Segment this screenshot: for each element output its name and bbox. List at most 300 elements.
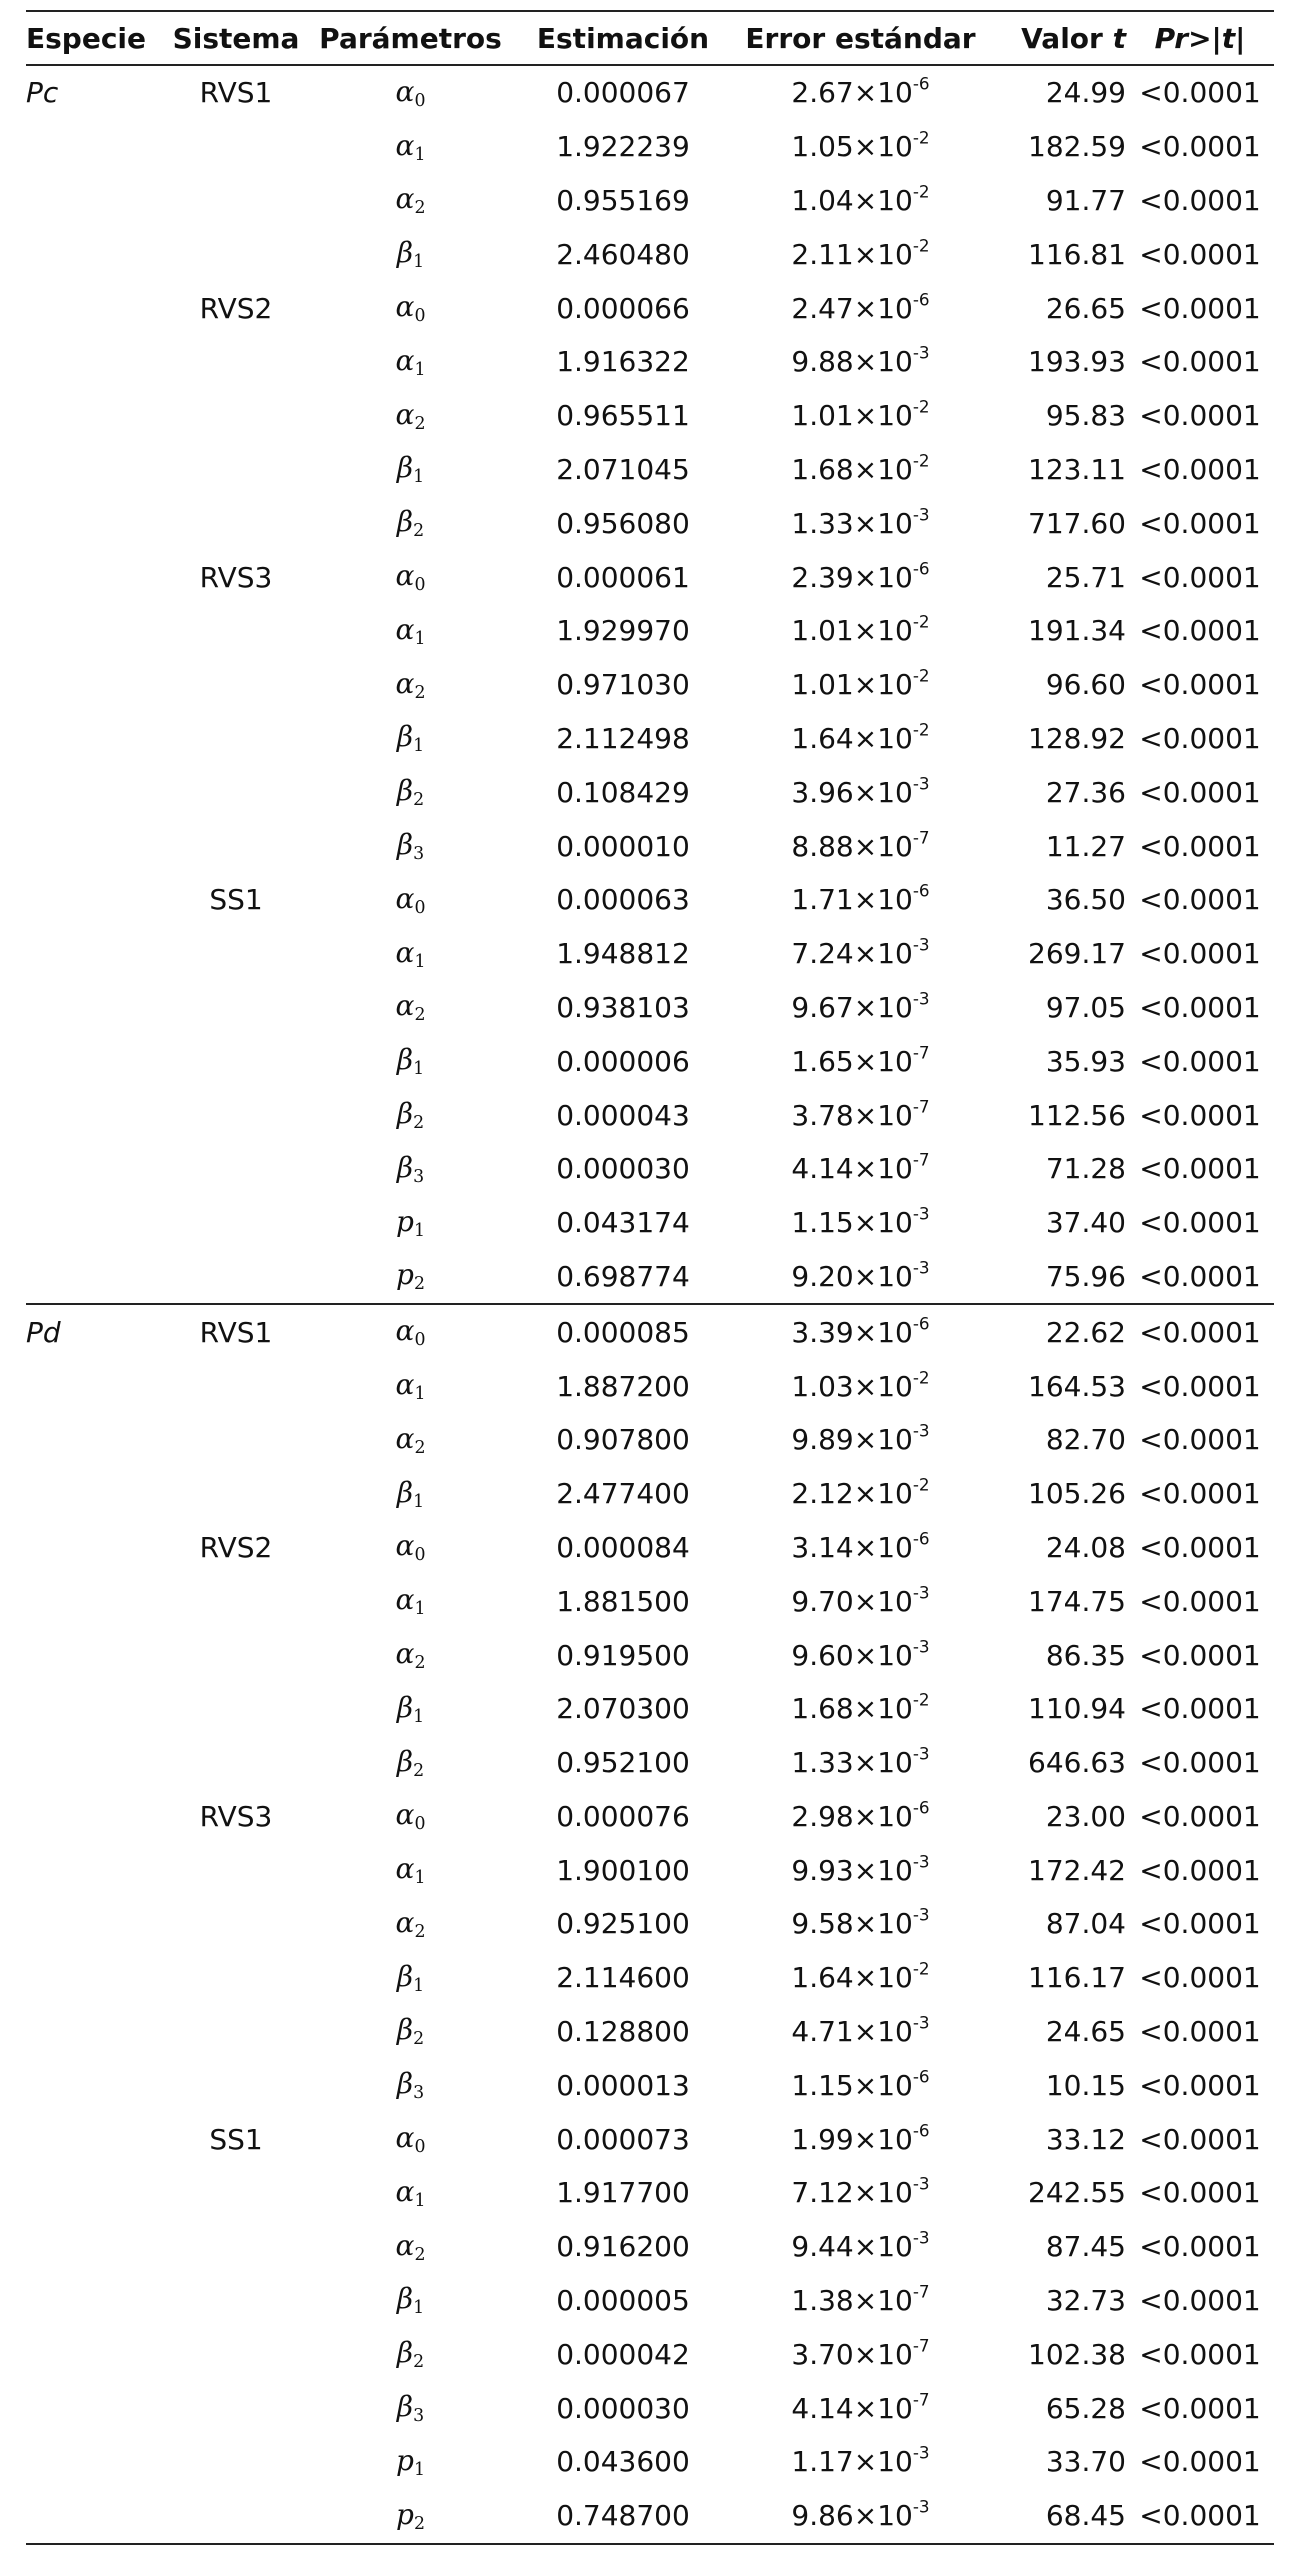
cell-especie [26, 2112, 164, 2166]
param-symbol: β [396, 2390, 414, 2424]
table-body [26, 65, 1274, 2544]
cell-valor-t: 116.17 [1028, 1961, 1126, 1995]
cell-error-estandar [733, 927, 988, 981]
cell-valor-t: 164.53 [1028, 1369, 1126, 1403]
cell-parametro [308, 1304, 513, 1359]
table-row [26, 227, 1274, 281]
param-symbol: α [395, 74, 415, 108]
table-row [26, 120, 1274, 174]
param-symbol: β [396, 1744, 414, 1778]
cell-especie [26, 2381, 164, 2435]
cell-estimacion: 0.698774 [513, 1250, 733, 1305]
cell-valor-t: 75.96 [988, 1250, 1126, 1305]
cell-valor-t: 36.50 [1045, 883, 1126, 917]
cell-sistema [164, 2435, 308, 2489]
param-symbol: p [396, 2497, 414, 2531]
param-subscript: 1 [413, 1220, 425, 1241]
se-mantissa: 3.70×10 [791, 2337, 913, 2371]
param-subscript: 1 [414, 1599, 426, 1620]
param-symbol: α [395, 2174, 415, 2208]
se-exponent: -3 [912, 342, 930, 363]
cell-estimacion: 0.971030 [556, 668, 690, 702]
cell-especie [26, 2058, 164, 2112]
cell-estimacion: 0.000073 [556, 2122, 690, 2156]
param-symbol: p [396, 1204, 414, 1238]
table-row [26, 1413, 1274, 1467]
table-row [26, 927, 1274, 981]
cell-especie [26, 927, 164, 981]
cell-especie [26, 2274, 164, 2328]
cell-pr: <0.0001 [1139, 2068, 1261, 2102]
se-exponent: -6 [912, 2120, 930, 2141]
table-row [26, 443, 1274, 497]
se-mantissa: 1.01×10 [791, 614, 913, 648]
header-valor-t-symbol: t [1112, 21, 1126, 55]
cell-estimacion: 0.000085 [556, 1315, 690, 1349]
cell-valor-t: 91.77 [1045, 183, 1126, 217]
cell-parametro [308, 819, 513, 873]
cell-error-estandar [733, 1413, 988, 1467]
header-estimacion: Estimación [513, 11, 733, 65]
cell-sistema [164, 227, 308, 281]
se-mantissa: 1.15×10 [791, 2068, 913, 2102]
param-subscript: 0 [414, 2137, 426, 2158]
cell-error-estandar [733, 658, 988, 712]
param-symbol: β [396, 2067, 414, 2101]
cell-pr: <0.0001 [1126, 2489, 1274, 2544]
cell-parametro [308, 658, 513, 712]
cell-sistema [164, 1359, 308, 1413]
cell-error-estandar [733, 1682, 988, 1736]
se-mantissa: 1.03×10 [791, 1369, 913, 1403]
cell-especie [26, 120, 164, 174]
cell-valor-t: 26.65 [1045, 291, 1126, 325]
cell-error-estandar [733, 1897, 988, 1951]
se-mantissa: 2.39×10 [791, 560, 913, 594]
param-subscript: 2 [413, 2352, 425, 2373]
cell-sistema [164, 2327, 308, 2381]
se-mantissa: 9.86×10 [791, 2499, 913, 2533]
param-symbol: α [395, 612, 415, 646]
cell-valor-t: 33.70 [1045, 2445, 1126, 2479]
cell-valor-t: 33.12 [1045, 2122, 1126, 2156]
cell-pr: <0.0001 [1139, 1961, 1261, 1995]
cell-especie [26, 1413, 164, 1467]
table-row [26, 496, 1274, 550]
cell-valor-t: 95.83 [1045, 399, 1126, 433]
se-mantissa: 9.20×10 [791, 1259, 913, 1293]
header-parametros: Parámetros [308, 11, 513, 65]
cell-valor-t: 11.27 [1045, 829, 1126, 863]
cell-pr: <0.0001 [1139, 1638, 1261, 1672]
cell-sistema [164, 1736, 308, 1790]
cell-error-estandar [733, 1736, 988, 1790]
param-subscript: 2 [413, 2513, 425, 2534]
param-symbol: α [395, 1529, 415, 1563]
param-subscript: 1 [413, 2460, 425, 2481]
cell-parametro [308, 335, 513, 389]
cell-especie [26, 1142, 164, 1196]
param-subscript: 2 [414, 1922, 426, 1943]
cell-sistema: RVS2 [199, 291, 273, 325]
param-subscript: 1 [414, 628, 426, 649]
se-mantissa: 1.01×10 [791, 399, 913, 433]
table-row [26, 389, 1274, 443]
param-subscript: 3 [413, 844, 425, 865]
cell-sistema [164, 1088, 308, 1142]
cell-pr: <0.0001 [1139, 1799, 1261, 1833]
cell-especie [26, 1682, 164, 1736]
param-symbol: α [395, 182, 415, 216]
cell-valor-t: 96.60 [1045, 668, 1126, 702]
param-subscript: 2 [414, 682, 426, 703]
cell-valor-t: 242.55 [1028, 2176, 1126, 2210]
cell-sistema: RVS1 [199, 1315, 273, 1349]
cell-error-estandar [733, 1790, 988, 1844]
cell-error-estandar [733, 1467, 988, 1521]
cell-estimacion: 0.000013 [556, 2068, 690, 2102]
param-symbol: β [396, 2336, 414, 2370]
cell-estimacion: 0.000061 [556, 560, 690, 594]
param-symbol: α [395, 1636, 415, 1670]
cell-especie [26, 1628, 164, 1682]
cell-parametro [308, 1359, 513, 1413]
se-mantissa: 9.58×10 [791, 1907, 913, 1941]
cell-parametro [308, 2435, 513, 2489]
param-symbol: α [395, 1852, 415, 1886]
cell-estimacion: 0.952100 [556, 1746, 690, 1780]
cell-sistema [164, 1413, 308, 1467]
cell-parametro [308, 1574, 513, 1628]
cell-estimacion: 1.948812 [556, 937, 690, 971]
se-exponent: -2 [912, 1958, 930, 1979]
cell-error-estandar [733, 604, 988, 658]
cell-estimacion: 0.907800 [556, 1423, 690, 1457]
cell-pr: <0.0001 [1139, 399, 1261, 433]
se-exponent: -7 [912, 2281, 930, 2302]
cell-pr: <0.0001 [1139, 1152, 1261, 1186]
cell-valor-t: 32.73 [1045, 2284, 1126, 2318]
cell-estimacion: 1.917700 [556, 2176, 690, 2210]
cell-parametro [308, 604, 513, 658]
param-subscript: 1 [414, 1384, 426, 1405]
cell-estimacion: 1.900100 [556, 1853, 690, 1887]
cell-parametro [308, 927, 513, 981]
cell-parametro [308, 2058, 513, 2112]
param-symbol: α [395, 1583, 415, 1617]
cell-sistema [164, 1142, 308, 1196]
cell-error-estandar [733, 1628, 988, 1682]
cell-error-estandar [733, 873, 988, 927]
param-symbol: β [396, 720, 414, 754]
cell-sistema: RVS3 [199, 1799, 273, 1833]
cell-pr: <0.0001 [1139, 76, 1261, 110]
table-row [26, 2058, 1274, 2112]
se-mantissa: 1.05×10 [791, 130, 913, 164]
cell-parametro [308, 496, 513, 550]
cell-especie [26, 389, 164, 443]
cell-sistema: RVS2 [199, 1530, 273, 1564]
se-exponent: -3 [912, 1851, 930, 1872]
se-exponent: -3 [912, 988, 930, 1009]
param-symbol: β [396, 1096, 414, 1130]
cell-valor-t: 128.92 [1028, 721, 1126, 755]
se-exponent: -7 [912, 826, 930, 847]
cell-error-estandar [733, 2274, 988, 2328]
se-mantissa: 3.96×10 [791, 775, 913, 809]
cell-especie [26, 873, 164, 927]
cell-valor-t: 68.45 [988, 2489, 1126, 2544]
cell-estimacion: 1.922239 [556, 130, 690, 164]
cell-error-estandar [733, 281, 988, 335]
se-mantissa: 4.71×10 [791, 2015, 913, 2049]
cell-parametro [308, 65, 513, 120]
table-row [26, 658, 1274, 712]
cell-estimacion: 0.000043 [556, 1098, 690, 1132]
cell-valor-t: 172.42 [1028, 1853, 1126, 1887]
cell-error-estandar [733, 335, 988, 389]
cell-sistema [164, 1196, 308, 1250]
cell-parametro [308, 1843, 513, 1897]
table-row [26, 873, 1274, 927]
table-row [26, 981, 1274, 1035]
cell-error-estandar [733, 765, 988, 819]
cell-valor-t: 646.63 [1028, 1746, 1126, 1780]
table-row [26, 335, 1274, 389]
cell-especie [26, 2005, 164, 2059]
cell-estimacion: 2.070300 [556, 1692, 690, 1726]
se-exponent: -3 [912, 1743, 930, 1764]
cell-especie [26, 2327, 164, 2381]
cell-error-estandar [733, 1088, 988, 1142]
cell-pr: <0.0001 [1139, 775, 1261, 809]
param-symbol: α [395, 289, 415, 323]
cell-parametro [308, 2220, 513, 2274]
cell-estimacion: 0.128800 [556, 2015, 690, 2049]
cell-estimacion: 2.477400 [556, 1477, 690, 1511]
se-exponent: -6 [912, 557, 930, 578]
cell-valor-t: 86.35 [1045, 1638, 1126, 1672]
cell-pr: <0.0001 [1139, 2015, 1261, 2049]
header-pr [1126, 11, 1274, 65]
cell-sistema [164, 389, 308, 443]
se-mantissa: 9.88×10 [791, 345, 913, 379]
param-symbol: α [395, 128, 415, 162]
cell-pr: <0.0001 [1139, 1584, 1261, 1618]
param-symbol: β [396, 236, 414, 270]
param-subscript: 1 [413, 252, 425, 273]
se-exponent: -3 [912, 2496, 930, 2517]
cell-especie [26, 2166, 164, 2220]
cell-parametro [308, 1413, 513, 1467]
cell-error-estandar [733, 550, 988, 604]
cell-pr: <0.0001 [1139, 183, 1261, 217]
cell-sistema [164, 2220, 308, 2274]
se-exponent: -3 [912, 1203, 930, 1224]
se-exponent: -3 [912, 934, 930, 955]
param-symbol: β [396, 1475, 414, 1509]
cell-sistema: SS1 [209, 883, 263, 917]
cell-valor-t: 65.28 [1045, 2391, 1126, 2425]
table-row [26, 550, 1274, 604]
se-mantissa: 3.39×10 [791, 1315, 913, 1349]
param-symbol: α [395, 881, 415, 915]
se-mantissa: 2.12×10 [791, 1477, 913, 1511]
cell-especie [26, 658, 164, 712]
se-mantissa: 1.65×10 [791, 1044, 913, 1078]
param-symbol: α [395, 2121, 415, 2155]
cell-sistema: RVS3 [199, 560, 273, 594]
se-mantissa: 1.38×10 [791, 2284, 913, 2318]
param-subscript: 0 [414, 575, 426, 596]
table-row [26, 1897, 1274, 1951]
se-exponent: -2 [912, 1474, 930, 1495]
se-mantissa: 9.67×10 [791, 990, 913, 1024]
cell-estimacion: 0.000063 [556, 883, 690, 917]
cell-error-estandar [733, 2005, 988, 2059]
cell-especie [26, 1843, 164, 1897]
param-symbol: β [396, 1043, 414, 1077]
cell-sistema [164, 1682, 308, 1736]
cell-especie [26, 1897, 164, 1951]
cell-especie: Pc [26, 76, 59, 110]
se-exponent: -7 [912, 1042, 930, 1063]
cell-estimacion: 0.000010 [556, 829, 690, 863]
se-exponent: -3 [912, 773, 930, 794]
table-row [26, 1304, 1274, 1359]
cell-pr: <0.0001 [1139, 345, 1261, 379]
param-symbol: α [395, 935, 415, 969]
param-subscript: 2 [413, 2029, 425, 2050]
se-exponent: -3 [912, 1257, 930, 1278]
param-subscript: 2 [413, 790, 425, 811]
se-mantissa: 8.88×10 [791, 829, 913, 863]
cell-valor-t: 24.65 [1045, 2015, 1126, 2049]
param-symbol: β [396, 2013, 414, 2047]
se-exponent: -6 [912, 288, 930, 309]
cell-parametro [308, 1736, 513, 1790]
cell-error-estandar [733, 1196, 988, 1250]
cell-error-estandar [733, 2381, 988, 2435]
cell-parametro [308, 981, 513, 1035]
cell-estimacion: 0.925100 [556, 1907, 690, 1941]
cell-sistema [164, 1897, 308, 1951]
cell-pr: <0.0001 [1139, 2284, 1261, 2318]
cell-error-estandar [733, 1843, 988, 1897]
cell-valor-t: 22.62 [1045, 1315, 1126, 1349]
cell-valor-t: 24.99 [1045, 76, 1126, 110]
cell-pr: <0.0001 [1139, 721, 1261, 755]
cell-error-estandar [733, 443, 988, 497]
se-exponent: -3 [912, 504, 930, 525]
param-subscript: 1 [414, 2191, 426, 2212]
cell-pr: <0.0001 [1139, 130, 1261, 164]
cell-estimacion: 0.043174 [556, 1206, 690, 1240]
param-subscript: 3 [413, 2083, 425, 2104]
cell-parametro [308, 120, 513, 174]
se-exponent: -2 [912, 127, 930, 148]
cell-pr: <0.0001 [1139, 560, 1261, 594]
table-row [26, 2489, 1274, 2544]
header-valor-t [988, 11, 1126, 65]
header-especie: Especie [26, 11, 164, 65]
cell-especie [26, 604, 164, 658]
cell-pr: <0.0001 [1139, 990, 1261, 1024]
header-pr-suffix: >| [1188, 21, 1222, 55]
se-exponent: -6 [912, 73, 930, 94]
cell-estimacion: 1.881500 [556, 1584, 690, 1618]
se-mantissa: 2.47×10 [791, 291, 913, 325]
cell-especie [26, 1359, 164, 1413]
cell-parametro [308, 443, 513, 497]
cell-especie [26, 1736, 164, 1790]
table-row [26, 2220, 1274, 2274]
cell-valor-t: 10.15 [1045, 2068, 1126, 2102]
cell-parametro [308, 1250, 513, 1305]
cell-especie [26, 1951, 164, 2005]
se-exponent: -2 [912, 1689, 930, 1710]
param-symbol: β [396, 451, 414, 485]
cell-error-estandar [733, 2435, 988, 2489]
cell-error-estandar [733, 712, 988, 766]
cell-error-estandar [733, 2220, 988, 2274]
header-pr-symbol: t [1221, 21, 1236, 55]
table-row [26, 1682, 1274, 1736]
cell-sistema [164, 765, 308, 819]
cell-sistema [164, 2274, 308, 2328]
param-symbol: β [396, 1690, 414, 1724]
cell-parametro [308, 174, 513, 228]
table-row [26, 1790, 1274, 1844]
se-mantissa: 9.70×10 [791, 1584, 913, 1618]
cell-pr: <0.0001 [1139, 829, 1261, 863]
se-mantissa: 1.71×10 [791, 883, 913, 917]
cell-valor-t: 87.04 [1045, 1907, 1126, 1941]
param-subscript: 1 [413, 1059, 425, 1080]
cell-valor-t: 717.60 [1028, 506, 1126, 540]
param-symbol: α [395, 2228, 415, 2262]
table-row [26, 2381, 1274, 2435]
param-subscript: 2 [414, 1653, 426, 1674]
cell-pr: <0.0001 [1139, 1369, 1261, 1403]
param-symbol: β [396, 2282, 414, 2316]
cell-pr: <0.0001 [1139, 506, 1261, 540]
cell-especie [26, 496, 164, 550]
cell-parametro [308, 2112, 513, 2166]
param-subscript: 2 [413, 1274, 425, 1295]
cell-sistema [164, 927, 308, 981]
cell-sistema [164, 2005, 308, 2059]
table-row [26, 2274, 1274, 2328]
cell-estimacion: 2.460480 [556, 237, 690, 271]
cell-valor-t: 97.05 [1045, 990, 1126, 1024]
cell-estimacion: 0.000005 [556, 2284, 690, 2318]
cell-pr: <0.0001 [1139, 1044, 1261, 1078]
param-subscript: 0 [414, 1545, 426, 1566]
cell-pr: <0.0001 [1139, 1098, 1261, 1132]
se-exponent: -6 [912, 1313, 930, 1334]
cell-valor-t: 193.93 [1028, 345, 1126, 379]
cell-sistema [164, 712, 308, 766]
cell-pr: <0.0001 [1139, 1315, 1261, 1349]
param-subscript: 1 [413, 2298, 425, 2319]
cell-estimacion: 0.938103 [556, 990, 690, 1024]
param-symbol: α [395, 343, 415, 377]
cell-error-estandar [733, 1304, 988, 1359]
se-mantissa: 9.93×10 [791, 1853, 913, 1887]
se-mantissa: 3.78×10 [791, 1098, 913, 1132]
cell-parametro [308, 1628, 513, 1682]
